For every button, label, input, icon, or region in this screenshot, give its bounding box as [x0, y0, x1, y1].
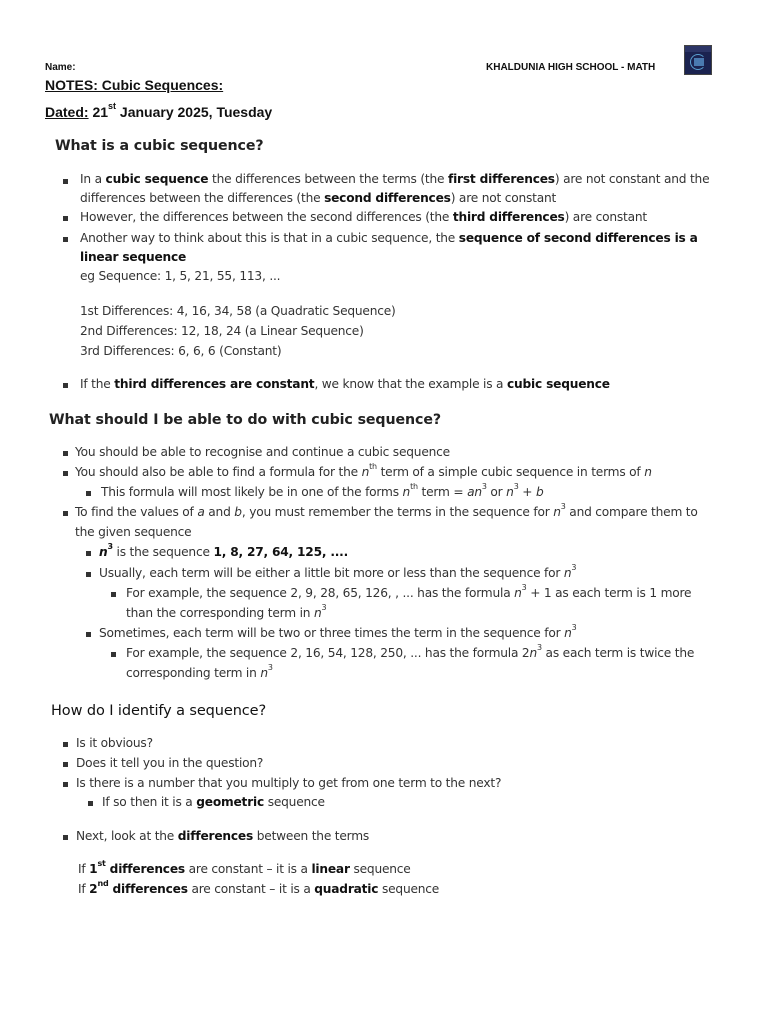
name-label: Name:	[45, 62, 76, 73]
list-item: In a cubic sequence the differences between the terms (the first differences) are not constant and the	[80, 172, 710, 186]
sub-list-item: This formula will most likely be in one of the forms $n^{th}$ term = $an^3$ or $n^3 + b$	[101, 482, 544, 499]
list-item-cont: differences between the differences (the second differences) are not constant	[80, 191, 557, 205]
bullet	[88, 801, 93, 806]
list-item: However, the differences between the second differences (the third differences) are constant	[80, 210, 647, 224]
sub-list-item: $n^3$ is the sequence 1, 8, 27, 64, 125, ....	[99, 542, 349, 559]
bullet	[63, 451, 68, 456]
bullet	[111, 592, 116, 597]
date-rest: January 2025, Tuesday	[116, 104, 273, 120]
sub-sub-list-item: For example, the sequence 2, 9, 28, 65, 126, , ... has the formula $n^3 + 1$ as each term is 1 more	[126, 583, 692, 600]
bullet	[63, 383, 68, 388]
bullet	[63, 782, 68, 787]
section-heading-skills: What should I be able to do with cubic sequence?	[49, 412, 441, 428]
bullet	[63, 742, 68, 747]
bullet	[63, 762, 68, 767]
page-title: NOTES: Cubic Sequences:	[45, 77, 224, 93]
rule-quadratic: If 2nd differences are constant – it is a quadratic sequence	[78, 879, 440, 896]
list-item: Does it tell you in the question?	[76, 756, 264, 770]
sub-sub-list-item-cont: corresponding term in $n^3$	[126, 663, 273, 680]
bullet	[63, 179, 68, 184]
bullet	[63, 216, 68, 221]
list-item: Is there is a number that you multiply to get from one term to the next?	[76, 776, 502, 790]
bullet	[63, 511, 68, 516]
list-item: Next, look at the differences between the terms	[76, 829, 370, 843]
bullet	[86, 572, 91, 577]
list-item: You should be able to recognise and continue a cubic sequence	[75, 445, 450, 459]
list-item-cont: the given sequence	[75, 525, 192, 539]
bullet	[86, 632, 91, 637]
bullet	[63, 471, 68, 476]
date-suffix: st	[108, 101, 117, 111]
bullet	[111, 652, 116, 657]
bullet	[86, 491, 91, 496]
list-item: If the third differences are constant, we know that the example is a cubic sequence	[80, 377, 610, 391]
sub-list-item: If so then it is a geometric sequence	[102, 795, 325, 809]
school-logo	[684, 45, 712, 75]
rule-linear: If 1st differences are constant – it is a linear sequence	[78, 859, 411, 876]
sub-list-item: Usually, each term will be either a little bit more or less than the sequence for $n^3$	[99, 563, 577, 580]
sub-sub-list-item: For example, the sequence 2, 16, 54, 128, 250, ... has the formula $2n^3$ as each term is twice the	[126, 643, 695, 660]
bullet	[63, 835, 68, 840]
bullet	[86, 551, 91, 556]
date-day: 21	[88, 104, 109, 120]
dated-label: Dated:	[45, 104, 89, 120]
date-line	[45, 101, 273, 120]
second-differences: 2nd Differences: 12, 18, 24 (a Linear Sequence)	[80, 324, 364, 338]
list-item: Is it obvious?	[76, 736, 153, 750]
list-item-cont: linear sequence	[80, 250, 187, 264]
school-name: KHALDUNIA HIGH SCHOOL - MATH	[486, 62, 656, 73]
sub-list-item: Sometimes, each term will be two or three times the term in the sequence for $n^3$	[99, 623, 577, 640]
sub-sub-list-item-cont: than the corresponding term in $n^3$	[126, 603, 327, 620]
bullet	[63, 237, 68, 242]
list-item: To find the values of a and b, you must remember the terms in the sequence for $n^3$ and compare them to	[75, 502, 698, 519]
section-heading-identify: How do I identify a sequence?	[51, 703, 267, 719]
list-item: Another way to think about this is that in a cubic sequence, the sequence of second differences is a	[80, 231, 698, 245]
first-differences: 1st Differences: 4, 16, 34, 58 (a Quadratic Sequence)	[80, 304, 396, 318]
example-sequence: eg Sequence: 1, 5, 21, 55, 113, ...	[80, 269, 281, 283]
list-item: You should also be able to find a formula for the $n^{th}$ term of a simple cubic sequence in terms of n	[75, 462, 652, 479]
section-heading-cubic: What is a cubic sequence?	[55, 138, 264, 154]
third-differences: 3rd Differences: 6, 6, 6 (Constant)	[80, 344, 282, 358]
